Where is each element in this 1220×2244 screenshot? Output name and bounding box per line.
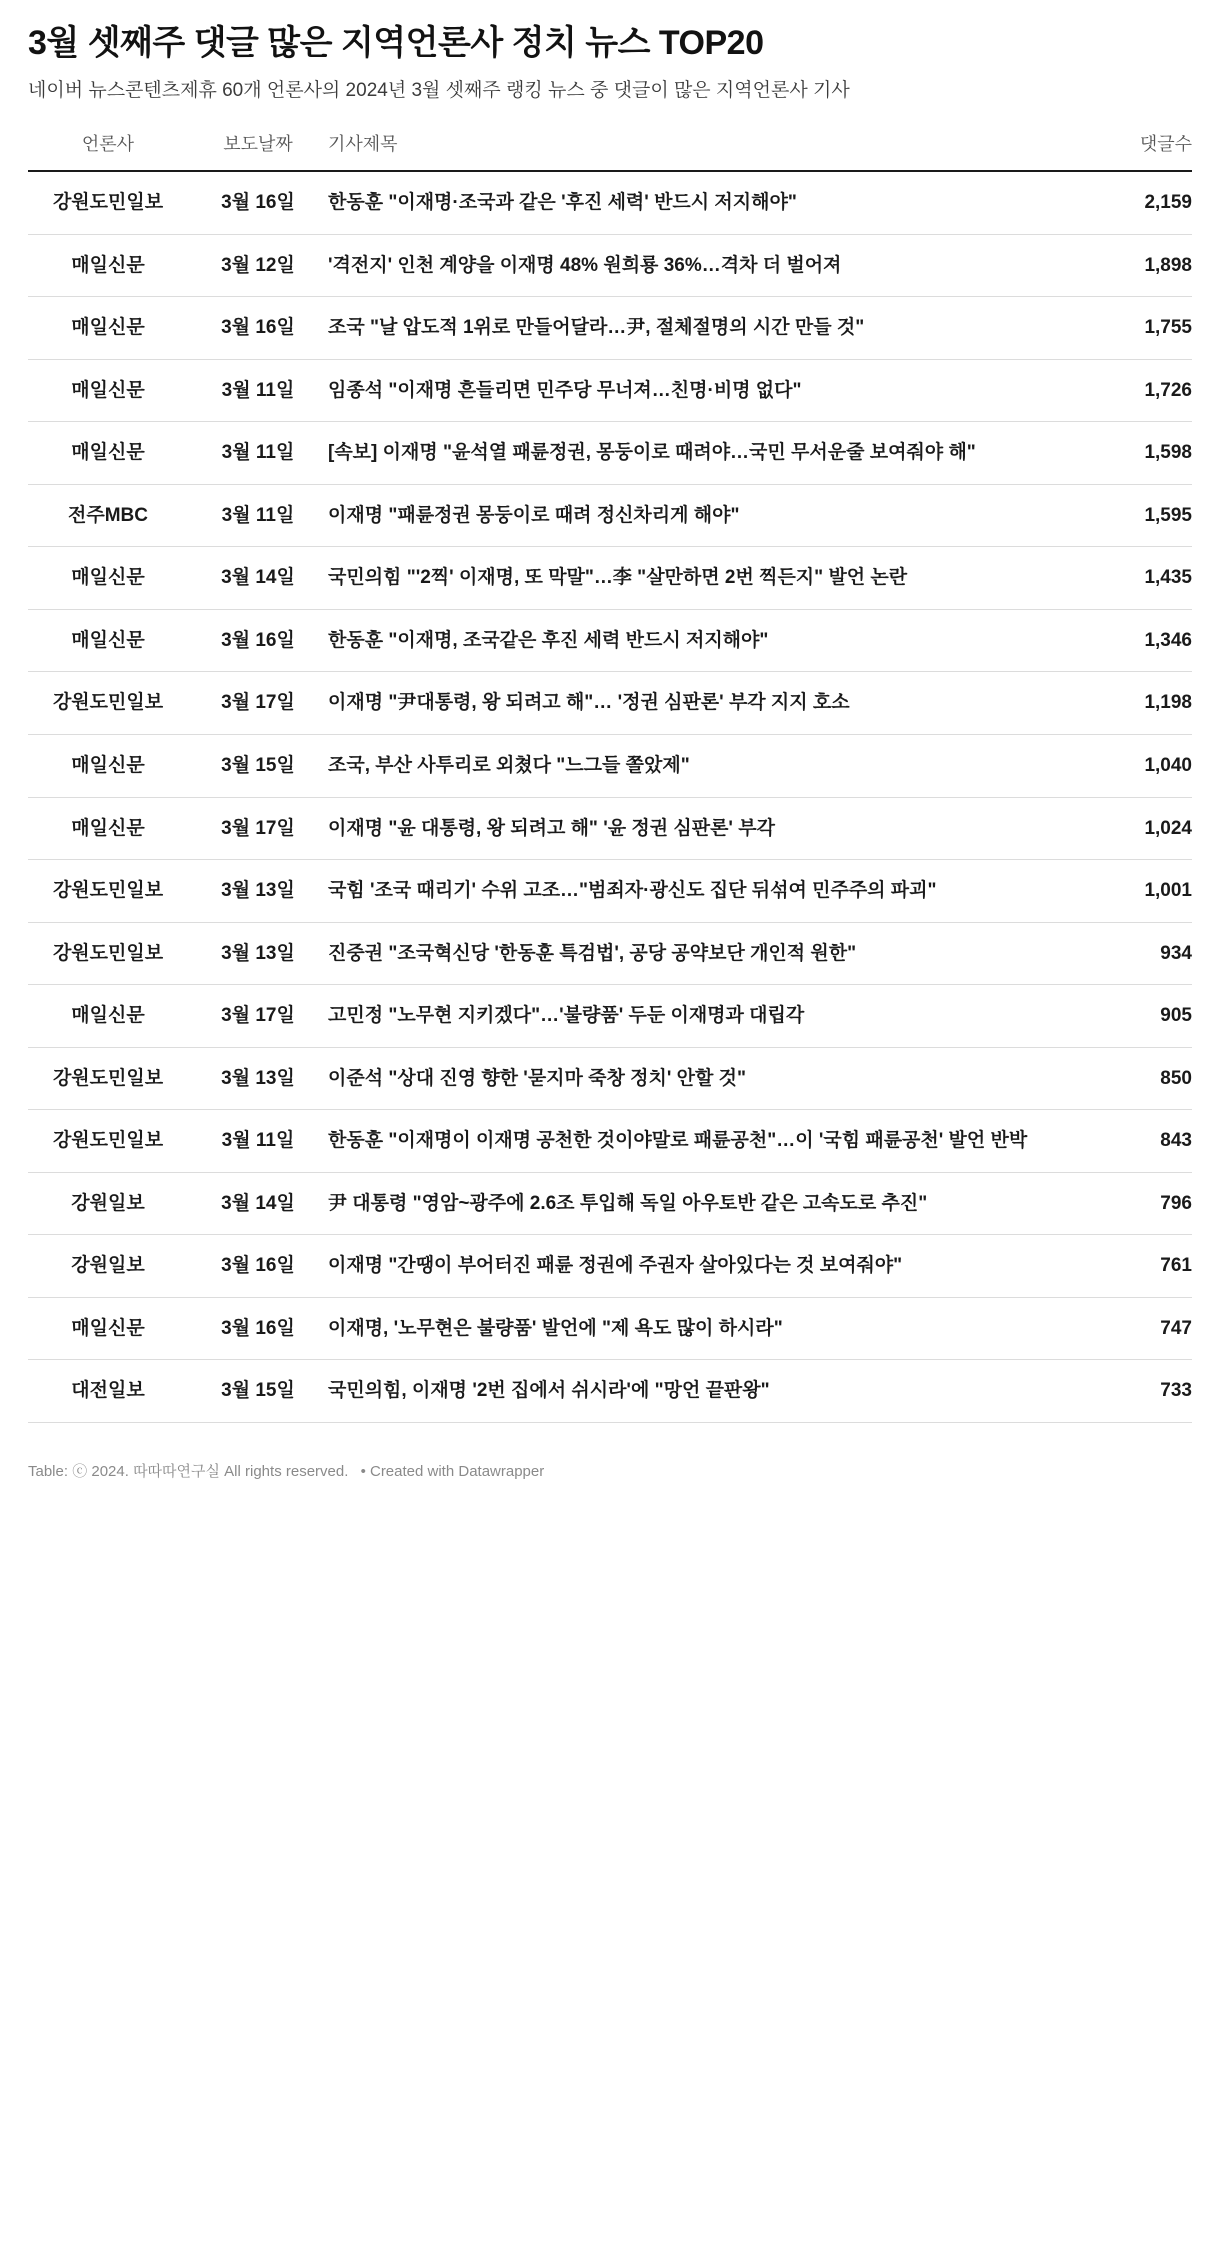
- cell-date: 3월 11일: [221, 504, 295, 526]
- table-row: [28, 1360, 1192, 1423]
- cell-comment-count: 1,435: [1144, 567, 1192, 589]
- cell-outlet: 매일신문: [71, 442, 145, 464]
- cell-headline: 이재명 "간땡이 부어터진 패륜 정권에 주권자 살아있다는 것 보여줘야": [328, 1255, 903, 1277]
- page-subtitle: 네이버 뉴스콘텐츠제휴 60개 언론사의 2024년 3월 셋째주 랭킹 뉴스 중 댓글이 많은 지역언론사 기사: [28, 79, 850, 101]
- cell-outlet: 강원도민일보: [52, 692, 164, 714]
- cell-outlet: 강원도민일보: [52, 1067, 164, 1089]
- cell-outlet: 매일신문: [71, 1317, 145, 1339]
- cell-comment-count: 1,024: [1144, 817, 1192, 839]
- cell-comment-count: 1,898: [1144, 254, 1192, 276]
- cell-date: 3월 15일: [221, 754, 295, 776]
- cell-outlet: 강원도민일보: [52, 880, 164, 902]
- column-header-date: 보도날짜: [223, 134, 293, 155]
- cell-comment-count: 761: [1160, 1255, 1192, 1277]
- cell-outlet: 매일신문: [71, 254, 145, 276]
- cell-headline: 고민정 "노무현 지키겠다"…'불량품' 두둔 이재명과 대립각: [328, 1005, 805, 1027]
- cell-outlet: 매일신문: [71, 317, 145, 339]
- cell-comment-count: 796: [1160, 1192, 1192, 1214]
- table-row: [28, 985, 1192, 1048]
- cell-date: 3월 12일: [221, 254, 295, 276]
- cell-outlet: 대전일보: [71, 1380, 145, 1402]
- cell-outlet: 매일신문: [71, 1005, 145, 1027]
- cell-comment-count: 1,726: [1144, 379, 1192, 401]
- cell-outlet: 매일신문: [71, 629, 145, 651]
- cell-date: 3월 16일: [221, 192, 295, 214]
- cell-comment-count: 1,595: [1144, 504, 1192, 526]
- cell-date: 3월 16일: [221, 1317, 295, 1339]
- cell-date: 3월 13일: [221, 1067, 295, 1089]
- table-row: [28, 609, 1192, 672]
- table-row: [28, 734, 1192, 797]
- cell-date: 3월 17일: [221, 817, 295, 839]
- cell-date: 3월 16일: [221, 317, 295, 339]
- table-header: [28, 130, 1192, 171]
- cell-comment-count: 843: [1160, 1130, 1192, 1152]
- cell-headline: 국민의힘 "'2찍' 이재명, 또 막말"…李 "살만하면 2번 찍든지" 발언 논란: [328, 567, 908, 589]
- table-row: [28, 359, 1192, 422]
- cell-outlet: 전주MBC: [68, 504, 148, 526]
- table-row: [28, 860, 1192, 923]
- cell-outlet: 매일신문: [71, 754, 145, 776]
- cell-comment-count: 850: [1160, 1067, 1192, 1089]
- table-row: [28, 1172, 1192, 1235]
- table-row: [28, 234, 1192, 297]
- cell-outlet: 매일신문: [71, 567, 145, 589]
- cell-outlet: 강원일보: [71, 1255, 145, 1277]
- cell-date: 3월 16일: [221, 1255, 295, 1277]
- cell-headline: 이재명 "윤 대통령, 왕 되려고 해" '윤 정권 심판론' 부각: [328, 817, 775, 839]
- footer-credit: Table: ⓒ 2024. 따따따연구실 All rights reserved.: [28, 1462, 349, 1480]
- table-row: [28, 922, 1192, 985]
- cell-outlet: 강원도민일보: [52, 192, 164, 214]
- cell-headline: 이재명 "尹대통령, 왕 되려고 해"… '정권 심판론' 부각 지지 호소: [328, 692, 850, 714]
- table-row: [28, 547, 1192, 610]
- cell-date: 3월 11일: [221, 1130, 295, 1152]
- cell-headline: 임종석 "이재명 흔들리면 민주당 무너져…친명·비명 없다": [328, 379, 802, 401]
- cell-outlet: 강원도민일보: [52, 1130, 164, 1152]
- cell-comment-count: 747: [1160, 1317, 1192, 1339]
- table-row: [28, 297, 1192, 360]
- table-row: [28, 797, 1192, 860]
- cell-headline: 국힘 '조국 때리기' 수위 고조…"범죄자·광신도 집단 뒤섞여 민주주의 파괴": [328, 880, 937, 902]
- column-header-outlet: 언론사: [81, 134, 135, 155]
- cell-comment-count: 934: [1160, 942, 1192, 964]
- cell-outlet: 매일신문: [71, 817, 145, 839]
- table-row: [28, 1235, 1192, 1298]
- cell-date: 3월 15일: [221, 1380, 295, 1402]
- cell-outlet: 강원일보: [71, 1192, 145, 1214]
- column-header-headline: 기사제목: [328, 134, 398, 155]
- table-row: [28, 1047, 1192, 1110]
- cell-comment-count: 733: [1160, 1380, 1192, 1402]
- cell-headline: 尹 대통령 "영암~광주에 2.6조 투입해 독일 아우토반 같은 고속도로 추진": [328, 1192, 928, 1214]
- cell-headline: 조국 "날 압도적 1위로 만들어달라…尹, 절체절명의 시간 만들 것": [328, 317, 865, 339]
- cell-date: 3월 13일: [221, 880, 295, 902]
- table-row: [28, 484, 1192, 547]
- cell-comment-count: 1,001: [1144, 880, 1192, 902]
- table-row: [28, 1110, 1192, 1173]
- cell-headline: '격전지' 인천 계양을 이재명 48% 원희룡 36%…격차 더 벌어져: [328, 254, 842, 276]
- table-row: [28, 1297, 1192, 1360]
- cell-comment-count: 1,346: [1144, 629, 1192, 651]
- cell-headline: 한동훈 "이재명·조국과 같은 '후진 세력' 반드시 저지해야": [328, 192, 797, 214]
- cell-headline: [속보] 이재명 "윤석열 패륜정권, 몽둥이로 때려야…국민 무서운줄 보여줘야 해": [328, 442, 976, 464]
- page-title: 3월 셋째주 댓글 많은 지역언론사 정치 뉴스 TOP20: [28, 24, 764, 62]
- cell-comment-count: 905: [1160, 1005, 1192, 1027]
- cell-headline: 조국, 부산 사투리로 외쳤다 "느그들 쫄았제": [328, 754, 690, 776]
- cell-date: 3월 11일: [221, 442, 295, 464]
- cell-date: 3월 13일: [221, 942, 295, 964]
- cell-headline: 국민의힘, 이재명 '2번 집에서 쉬시라'에 "망언 끝판왕": [328, 1380, 770, 1402]
- cell-date: 3월 17일: [221, 692, 295, 714]
- cell-date: 3월 16일: [221, 629, 295, 651]
- cell-comment-count: 1,755: [1144, 317, 1192, 339]
- cell-comment-count: 2,159: [1144, 192, 1192, 214]
- cell-comment-count: 1,198: [1144, 692, 1192, 714]
- table-row: [28, 171, 1192, 234]
- cell-comment-count: 1,598: [1144, 442, 1192, 464]
- cell-headline: 한동훈 "이재명, 조국같은 후진 세력 반드시 저지해야": [328, 629, 769, 651]
- cell-headline: 한동훈 "이재명이 이재명 공천한 것이야말로 패륜공천"…이 '국힘 패륜공천' 발언 반박: [328, 1130, 1028, 1152]
- cell-headline: 이재명, '노무현은 불량품' 발언에 "제 욕도 많이 하시라": [328, 1317, 783, 1339]
- cell-date: 3월 14일: [221, 1192, 295, 1214]
- table-body: [28, 171, 1192, 1422]
- cell-headline: 이재명 "패륜정권 몽둥이로 때려 정신차리게 해야": [328, 504, 740, 526]
- table-row: [28, 422, 1192, 485]
- cell-date: 3월 14일: [221, 567, 295, 589]
- cell-date: 3월 17일: [221, 1005, 295, 1027]
- cell-outlet: 강원도민일보: [52, 942, 164, 964]
- cell-headline: 진중권 "조국혁신당 '한동훈 특검법', 공당 공약보단 개인적 원한": [328, 942, 857, 964]
- cell-date: 3월 11일: [221, 379, 295, 401]
- footer-created-with: • Created with Datawrapper: [360, 1462, 545, 1480]
- cell-comment-count: 1,040: [1144, 754, 1192, 776]
- ranking-table: [28, 130, 1192, 1423]
- table-row: [28, 672, 1192, 735]
- cell-outlet: 매일신문: [71, 379, 145, 401]
- cell-headline: 이준석 "상대 진영 향한 '묻지마 죽창 정치' 안할 것": [328, 1067, 747, 1089]
- column-header-comments: 댓글수: [1139, 134, 1192, 155]
- footer: [0, 1445, 1220, 1500]
